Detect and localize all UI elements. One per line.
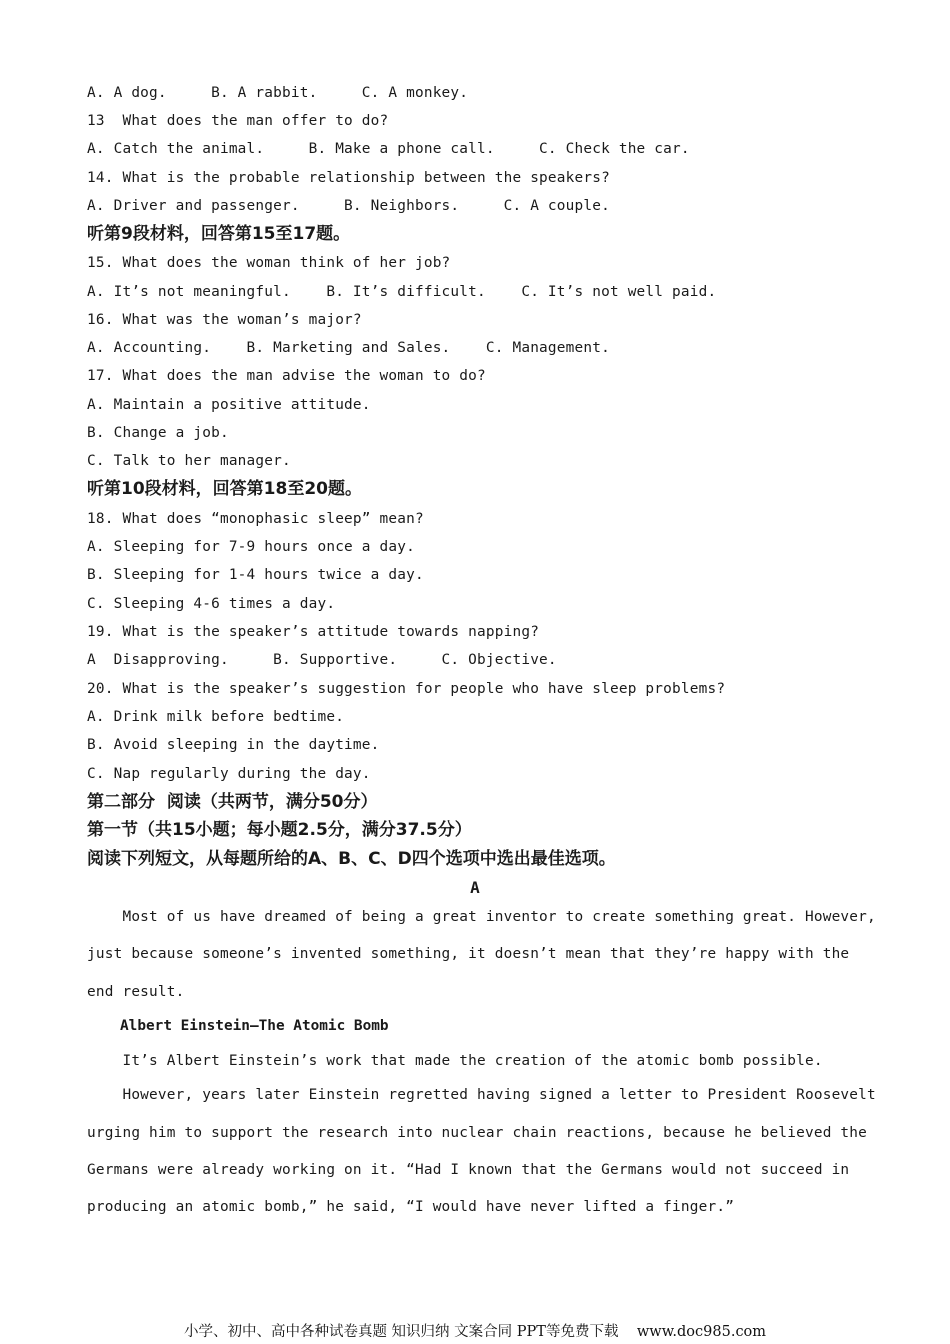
- para2-line1: It’s Albert Einstein’s work that made the creation of the atomic bomb possible.: [87, 1053, 823, 1069]
- reading-part-heading: 第二部分 阅读（共两节，满分50分）: [87, 792, 378, 812]
- q17-question: 17. What does the man advise the woman to do?: [87, 368, 486, 384]
- para1-line1: Most of us have dreamed of being a great inventor to create something great. However,: [87, 909, 876, 925]
- q15-options: A. It’s not meaningful. B. It’s difficult. C. It’s not well paid.: [87, 284, 717, 300]
- q17-option-b: B. Change a job.: [87, 425, 229, 441]
- para3-line1: However, years later Einstein regretted having signed a letter to President Roosevelt: [87, 1087, 876, 1103]
- q12-options: A. A dog. B. A rabbit. C. A monkey.: [87, 85, 469, 101]
- page-footer: 小学、初中、高中各种试卷真题 知识归纳 文案合同 PPT等免费下载 www.doc985.com: [183, 1324, 767, 1340]
- q13-options: A. Catch the animal. B. Make a phone call. C. Check the car.: [87, 141, 690, 157]
- q13-question: 13 What does the man offer to do?: [87, 113, 389, 129]
- passage-subheading: Albert Einstein—The Atomic Bomb: [120, 1018, 389, 1034]
- q16-options: A. Accounting. B. Marketing and Sales. C. Management.: [87, 340, 610, 356]
- q18-question: 18. What does “monophasic sleep” mean?: [87, 511, 424, 527]
- q19-options: A Disapproving. B. Supportive. C. Objective.: [87, 652, 557, 668]
- q19-question: 19. What is the speaker’s attitude towards napping?: [87, 624, 540, 640]
- q18-option-c: C. Sleeping 4-6 times a day.: [87, 596, 336, 612]
- q20-option-c: C. Nap regularly during the day.: [87, 766, 371, 782]
- q17-option-c: C. Talk to her manager.: [87, 453, 291, 469]
- q14-question: 14. What is the probable relationship between the speakers?: [87, 170, 610, 186]
- para3-line2: urging him to support the research into nuclear chain reactions, because he believed the: [87, 1125, 868, 1141]
- q16-question: 16. What was the woman’s major?: [87, 312, 362, 328]
- q14-options: A. Driver and passenger. B. Neighbors. C. A couple.: [87, 198, 610, 214]
- q20-option-a: A. Drink milk before bedtime.: [87, 709, 345, 725]
- q20-option-b: B. Avoid sleeping in the daytime.: [87, 737, 380, 753]
- para3-line3: Germans were already working on it. “Had I known that the Germans would not succeed in: [87, 1162, 850, 1178]
- reading-section-heading: 第一节（共15小题；每小题2.5分，满分37.5分）: [87, 820, 472, 840]
- para3-line4: producing an atomic bomb,” he said, “I would have never lifted a finger.”: [87, 1199, 735, 1215]
- section9-heading: 听第9段材料，回答第15至17题。: [87, 224, 351, 244]
- para1-line2: just because someone’s invented something, it doesn’t mean that they’re happy with the: [87, 946, 850, 962]
- reading-instruction: 阅读下列短文，从每题所给的A、B、C、D四个选项中选出最佳选项。: [87, 849, 616, 869]
- q15-question: 15. What does the woman think of her job?: [87, 255, 451, 271]
- para1-line3: end result.: [87, 984, 185, 1000]
- q18-option-a: A. Sleeping for 7-9 hours once a day.: [87, 539, 415, 555]
- q18-option-b: B. Sleeping for 1-4 hours twice a day.: [87, 567, 424, 583]
- q20-question: 20. What is the speaker’s suggestion for people who have sleep problems?: [87, 681, 726, 697]
- q17-option-a: A. Maintain a positive attitude.: [87, 397, 371, 413]
- section10-heading: 听第10段材料，回答第18至20题。: [87, 479, 362, 499]
- passage-label: A: [470, 878, 480, 897]
